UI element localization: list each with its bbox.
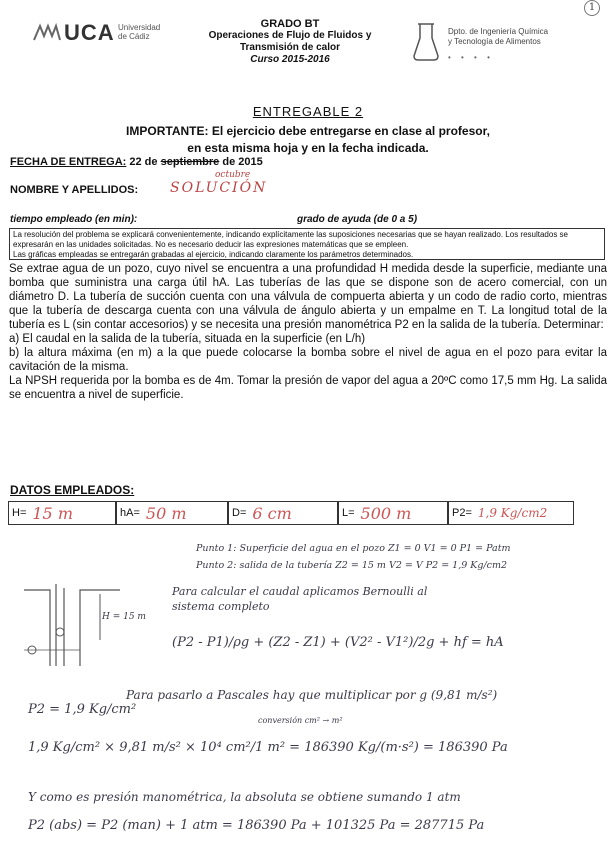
problem-statement (9, 262, 607, 402)
important-notice: IMPORTANTE: El ejercicio debe entregarse en clase al profesor, en esta misma hoja y en la fecha indicada. (126, 124, 490, 155)
bernoulli-intro-1: Para calcular el caudal aplicamos Bernoulli al (172, 585, 428, 598)
solution-point-2: Punto 2: salida de la tubería Z2 = 15 m V2 = V P2 = 1,9 Kg/cm2 (196, 560, 508, 571)
department-flask-icon (410, 20, 442, 64)
due-date: FECHA DE ENTREGA: 22 de septiembre de 2015 (10, 156, 263, 168)
student-name-label: NOMBRE Y APELLIDOS: (10, 184, 139, 196)
solution-point-1: Punto 1: Superficie del agua en el pozo Z1 = 0 V1 = 0 P1 = Patm (196, 543, 511, 554)
diagram-height-label: H = 15 m (102, 612, 146, 622)
university-name: UCA (64, 20, 115, 45)
data-cell-ha: hA= 50 m (116, 501, 228, 525)
data-cell-p2: P2= 1,9 Kg/cm2 (448, 501, 574, 525)
uca-emblem-icon (32, 22, 62, 44)
question-a: a) El caudal en la salida de la tubería, situada en la superficie (en L/h) (9, 333, 366, 345)
course-year: Curso 2015-2016 (250, 54, 330, 65)
help-degree-label: grado de ayuda (de 0 a 5) (297, 214, 418, 225)
absolute-pressure-result: P2 (abs) = P2 (man) + 1 atm = 186390 Pa + 101325 Pa = 287715 Pa (28, 818, 485, 833)
student-name-value: SOLUCIÓN (170, 180, 268, 196)
university-subtitle: Universidad de Cádiz (118, 23, 161, 41)
question-b: b) la altura máxima (en m) a la que puede colocarse la bomba sobre el nivel de agua en el pozo para evitar la cavitación de la misma. (9, 347, 607, 373)
assignment-title: ENTREGABLE 2 (252, 104, 364, 119)
course-title: GRADO BT Operaciones de Flujo de Fluidos y Transmisión de calor Curso 2015-2016 (180, 18, 400, 66)
pressure-calculation: 1,9 Kg/cm² × 9,81 m/s² × 10⁴ cm²/1 m² = 186390 Kg/(m·s²) = 186390 Pa (28, 740, 508, 755)
problem-intro: Se extrae agua de un pozo, cuyo nivel se encuentra a una profundidad H medida desde la superficie, mediante una bomba que suministra una carga útil hA. Las tuberías de las que se dispone son de acero comercial, con un diámetro D. La tubería de succión cuenta con una válvula de compuerta abierta y un codo de radio corto, mientras que la tubería de descarga cuenta con una válvula de ángulo abierta y un empalme en T. La longitud total de la tubería es L (sin contar accesorios) y se necesita una presión manométrica P2 en la salida de la tubería. Determinar: (9, 263, 607, 331)
data-cell-h: H= 15 m (8, 501, 116, 525)
bernoulli-equation: (P2 - P1)/ρg + (Z2 - Z1) + (V2² - V1²)/2g + hf = hA (172, 635, 504, 650)
bernoulli-intro-2: sistema completo (172, 600, 270, 613)
conversion-label: conversión cm² → m² (258, 716, 343, 725)
manometric-note: Y como es presión manométrica, la absoluta se obtiene sumando 1 atm (28, 790, 461, 804)
data-cell-l: L= 500 m (338, 501, 448, 525)
data-cell-d: D= 6 cm (228, 501, 338, 525)
pump-system-sketch (20, 580, 170, 670)
university-logo (32, 20, 172, 46)
instructions-box: La resolución del problema se explicará convenientemente, indicando explícitamente las suposiciones necesarias que se hayan realizado. Los resultados se expresarán en las unidades solicitadas. No es necesario deducir las expresiones matemáticas que se empleen. Las gráficas empleadas se entregarán grabadas al ejercicio, indicando claramente los parámetros determinados. (9, 228, 605, 260)
page-number: 1 (584, 0, 600, 16)
date-correction: octubre (215, 170, 251, 180)
time-spent-label: tiempo empleado (en min): (10, 214, 138, 225)
data-used-title: DATOS EMPLEADOS: (10, 483, 135, 497)
pascal-conversion-note: Para pasarlo a Pascales hay que multiplicar por g (9,81 m/s²) (126, 688, 498, 702)
department-name: Dpto. de Ingeniería Química y Tecnología de Alimentos • • • • (448, 27, 549, 62)
data-used-table (8, 501, 574, 527)
p2-given: P2 = 1,9 Kg/cm² (28, 702, 137, 717)
problem-data-note: La NPSH requerida por la bomba es de 4m. Tomar la presión de vapor del agua a 20ºC como 17,5 mm Hg. La salida se encuentra a nivel de superficie. (9, 375, 607, 401)
